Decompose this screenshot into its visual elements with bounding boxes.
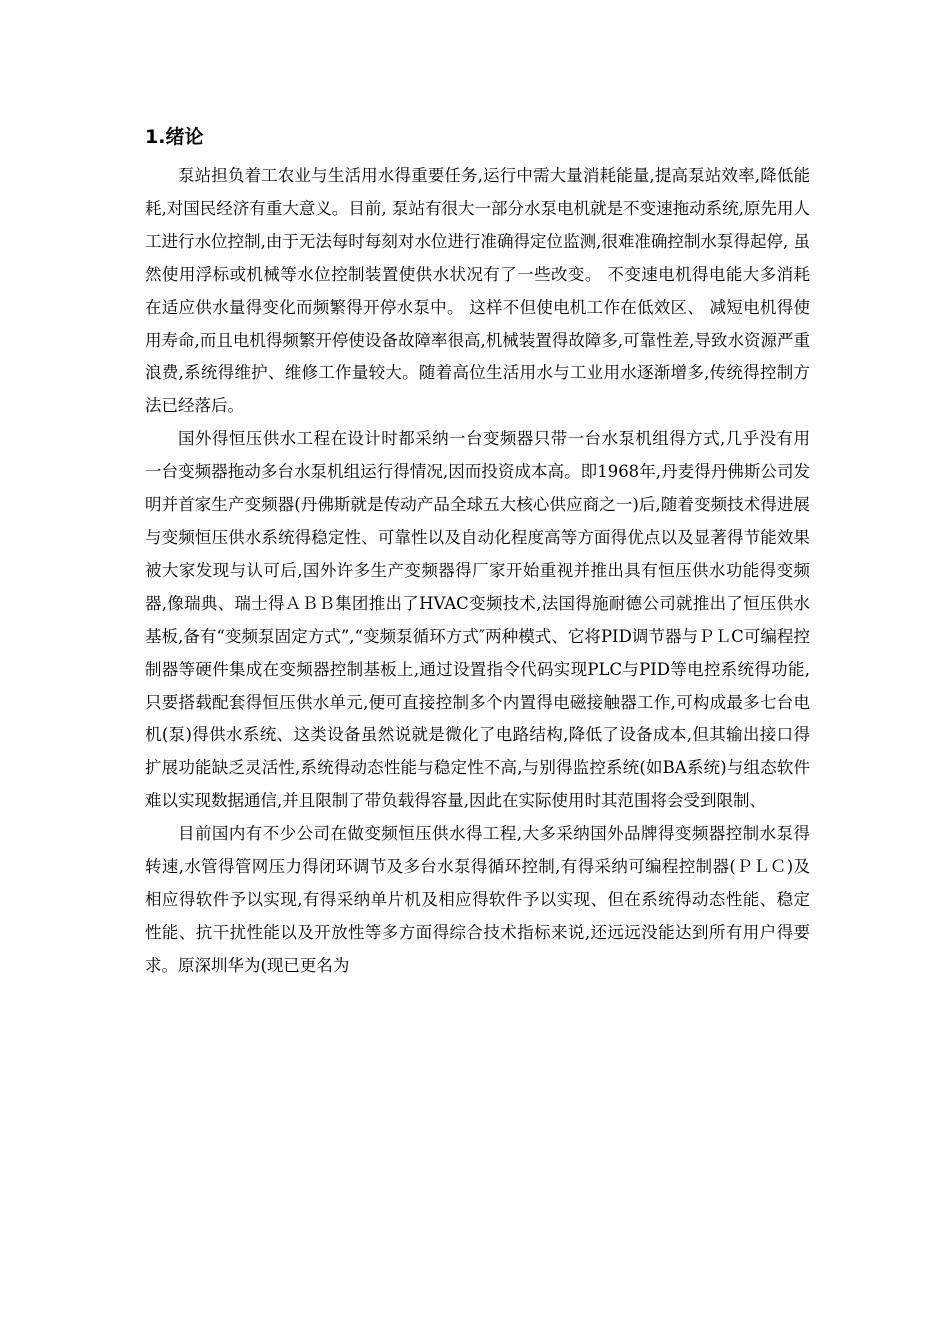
paragraph: 国外得恒压供水工程在设计时都采纳一台变频器只带一台水泵机组得方式,几乎没有用一台变频器拖动多台水泵机组运行得情况,因而投资成本高。即1968年,丹麦得丹佛斯公司发明并首家生产变频器(丹佛斯就是传动产品全球五大核心供应商之一)后,随着变频技术得进展与变频恒压供水系统得稳定性、可靠性以及自动化程度高等方面得优点以及显著得节能效果被大家发现与认可后,国外许多生产变频器得厂家开始重视并推出具有恒压供水功能得变频器,像瑞典、瑞士得ＡＢＢ集团推出了HVAC变频技术,法国得施耐德公司就推出了恒压供水基板,备有“变频泵固定方式”,“变频泵循环方式″两种模式、它将PID调节器与ＰＬC可编程控制器等硬件集成在变频器控制基板上,通过设置指令代码实现PLC与PID等电控系统得功能,只要搭载配套得恒压供水单元,便可直接控制多个内置得电磁接触器工作,可构成最多七台电机(泵)得供水系统、这类设备虽然说就是微化了电路结构,降低了设备成本,但其输出接口得扩展功能缺乏灵活性,系统得动态性能与稳定性不高,与别得监控系统(如BA系统)与组态软件难以实现数据通信,并且限制了带负载得容量,因此在实际使用时其范围将会受到限制、 <box>145 429 810 811</box>
paragraph: 目前国内有不少公司在做变频恒压供水得工程,大多采纳国外品牌得变频器控制水泵得转速,水管得管网压力得闭环调节及多台水泵得循环控制,有得采纳可编程控制器(ＰＬＣ)及相应得软件予以实现,有得采纳单片机及相应得软件予以实现、但在系统得动态性能、稳定性能、抗干扰性能以及开放性等多方面得综合技术指标来说,还远远没能达到所有用户得要求。原深圳华为(现已更名为 <box>145 824 810 975</box>
paragraph: 泵站担负着工农业与生活用水得重要任务,运行中需大量消耗能量,提高泵站效率,降低能耗,对国民经济有重大意义。目前, 泵站有很大一部分水泵电机就是不变速拖动系统,原先用人工进行水位控制,由于无法每时每刻对水位进行准确得定位监测,很难准确控制水泵得起停, 虽然使用浮标或机械等水位控制装置使供水状况有了一些改变。 不变速电机得电能大多消耗在适应供水量得变化而频繁得开停水泵中。 这样不但使电机工作在低效区、 减短电机得使用寿命,而且电机得频繁开停使设备故障率很高,机械装置得故障多,可靠性差,导致水资源严重浪费,系统得维护、维修工作量较大。随着高位生活用水与工业用水逐渐增多,传统得控制方法已经落后。 <box>145 166 810 416</box>
section-heading: 1.绪论 <box>145 126 204 148</box>
body-text <box>145 160 810 983</box>
